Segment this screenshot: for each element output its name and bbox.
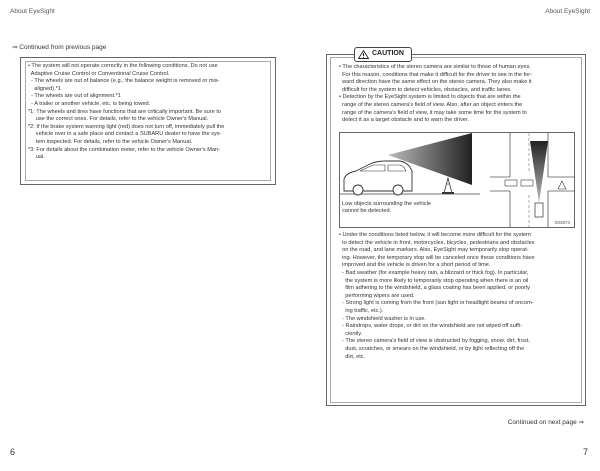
figure-caption-line-1: cannot be detected. [342, 208, 392, 214]
rb-line-12: - Raindrops, water drops, or dirt on the windshield are not wiped off suffi- [339, 323, 522, 330]
rt-line-0: • The characteristics of the stereo camera are similar to those of human eyes. [339, 64, 531, 70]
rb-line-9: - Strong light is coming from the front (sun light or headlight beams of oncom- [339, 300, 534, 307]
rb-line-8: performing wipers are used. [339, 292, 415, 299]
left-line-12: ual. [28, 154, 45, 161]
left-line-10: tem inspected. For details, refer to the vehicle Owner's Manual. [28, 139, 193, 145]
rt-line-4: • Detection by the EyeSight system is limited to objects that are within the [339, 94, 521, 101]
caution-tab [354, 47, 412, 62]
rb-line-0: • Under the conditions listed below, it will become more difficult for the system [339, 232, 531, 238]
left-line-8: *2: If the brake system warning light (red) does not turn off, immediately pull the [28, 123, 225, 130]
rt-line-3: difficult for the system to detect vehicles, obstacles, and traffic lanes. [339, 86, 512, 93]
rt-line-1: For this reason, conditions that make it difficult for the driver to see in the for- [339, 71, 532, 78]
rb-line-16: dirt, etc. [339, 353, 366, 360]
page-header-right: About EyeSight [545, 8, 590, 15]
figure-caption [342, 201, 431, 215]
top-view-camera-beam [530, 141, 548, 203]
field-of-view-figure [339, 132, 575, 228]
figure-caption-line-0: Low objects surrounding the vehicle [342, 201, 431, 207]
page-number-left: 6 [10, 447, 16, 457]
top-view-vehicle-icon [535, 203, 543, 217]
side-view-car-icon [344, 161, 412, 195]
left-line-3: aligned).*1 [28, 85, 61, 92]
top-view-crossing-vehicle-icon [505, 180, 533, 186]
rb-line-10: ing traffic, etc.). [339, 308, 384, 314]
rb-line-7: film adhering to the windshield, a glass coating has been applied, or poorly [339, 285, 530, 292]
rb-line-14: - The stereo camera's field of view is obstructed by fogging, snow, dirt, frost, [339, 338, 530, 345]
rb-line-3: ing. However, the temporary stop will be canceled once these conditions have [339, 254, 535, 261]
left-line-1: Adaptive Cruise Control or Conventional Cruise Control. [28, 70, 170, 77]
rb-line-11: - The windshield washer is in use. [339, 315, 426, 322]
page-number-right: 7 [582, 447, 588, 457]
left-line-6: *1: The wheels and tires have functions that are critically important. Be sure to [28, 108, 221, 115]
figure-code: S03873 [554, 220, 570, 225]
rt-line-6: range of the camera's field of view, it may take some time for the system to [339, 109, 527, 116]
continued-from-previous: ⇒ Continued from previous page [12, 44, 107, 51]
rb-line-4: improved and the vehicle is driven for a short period of time. [339, 262, 491, 269]
left-line-5: - A trailer or another vehicle, etc. is being towed. [28, 101, 151, 107]
side-view-traffic-cone-icon [442, 178, 454, 194]
top-view-arrow-icon [558, 181, 566, 189]
left-line-2: - The wheels are out of balance (e.g., the balance weight is removed or mis- [28, 78, 220, 85]
left-line-7: use the correct ones. For details, refer to the vehicle Owner's Manual. [28, 116, 209, 123]
continued-on-next-page: Continued on next page ⇒ [507, 419, 584, 426]
left-line-0: • The system will not operate correctly in the following conditions. Do not use [28, 63, 218, 69]
left-line-4: - The wheels are out of alignment.*1 [28, 93, 121, 100]
rt-line-7: detect it as a target obstacle and to warn the driver. [339, 117, 469, 124]
rt-line-2: ward direction have the same effect on the stereo camera. They also make it [339, 79, 532, 86]
caution-label: CAUTION [372, 50, 404, 57]
page-header-left: About EyeSight [10, 8, 55, 15]
rb-line-5: - Bad weather (for example heavy rain, a blizzard or thick fog). In particular, [339, 270, 529, 276]
rb-line-6: the system is more likely to temporarily stop operating when there is an oil [339, 277, 529, 284]
rb-line-2: on the road, and lane markers. Also, EyeSight may temporarily stop operat- [339, 247, 529, 254]
left-line-9: vehicle over in a safe place and contact a SUBARU dealer to have the sys- [28, 131, 222, 138]
rb-line-1: to detect the vehicle in front, motorcycles, bicycles, pedestrians and obstacles [339, 239, 535, 246]
warning-triangle-icon [358, 50, 369, 59]
rb-line-15: dust, scratches, or smears on the windshield, or by light reflecting off the [339, 346, 525, 352]
left-line-11: *3: For details about the combination meter, refer to the vehicle Owner's Man- [28, 146, 220, 153]
rt-line-5: range of the stereo camera's field of view. Also, after an object enters the [339, 102, 523, 108]
rb-line-13: ciently. [339, 330, 363, 337]
